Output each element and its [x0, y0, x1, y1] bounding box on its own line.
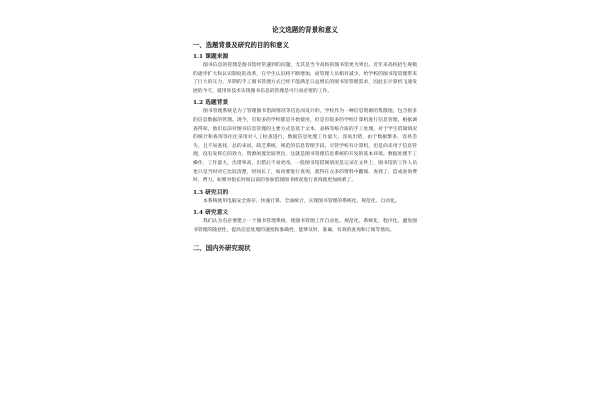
section-1-1-text: 图书信息的管理是图书馆经常遇到的问题，尤其是当今高校的图书馆更为突出。近年来高校招生规模的逐步扩大和认识制度的改革，在学生认识将不断增加，而管理人员相对减少。给学校的图书馆管理带来了巨大的压力，早期的手工图书管理方式已经不能满足日益增长的图书馆管理需求，因此在计算机飞速发展的今天，就用库技术实现图书信息的管理是可行而必要的工作。	[193, 63, 417, 94]
section-1-3-heading: 1.3 研究目的	[193, 189, 229, 196]
section-1-heading: 一、选题背景及研究的目的和意义	[193, 41, 289, 49]
section-1-2-heading: 1.2 选题背景	[193, 100, 229, 107]
section-1-4-text: 我们认为有必要建立一个图书管理系统，使图书管理工作自动化、规范化、系统化、程序化，避免图书管理的随意性，提高信息处理的速度和准确性，能够及时、准确、有效的查询和订阅等情况。	[193, 219, 417, 233]
section-2-heading: 二、国内外研究现状	[193, 243, 251, 252]
section-1-2-text: 图书管理系统是为了管理图书借阅情况等信息而设计的，学校作为一种信息资源的集散地，包含很多的信息数据的管理。现今，有很多的学校都是开始使用，但是有很多的学校计算机进行信息管理。根据调查得知，他们以前对图书信息管理的主要方式是基于文本、表格等纸介质的手工处理，对于学生借阅情况的统计和查询等往往采用对人工检查进行，数据信息处理工作量大，容易出错，由于数据繁多，容易丢失，且不易查找，总的来说，缺乏系统，规范的信息管理手段。尽管学校有计算机，但是尚未用于信息管理，没有发挥它的效力，资源闲置比较突出，这就是图书管理信息系统的开发的基本环境。数据处理手工操作，工作量大，出错率高，出错后不易更改。一般图书馆借阅情况是记录在文件上，图书馆的工作人员也只是当时对它比较清楚，时间长了，如再要进行查询，就得在众多的资料中翻阅、查找了，造成查询费时、费力。如要对很长时间以前的参加借阅图书情况进行查询就更加困难了。	[193, 109, 417, 184]
section-1-4-heading: 1.4 研究意义	[193, 210, 229, 217]
document-title: 论文选题的背景和意义	[272, 26, 338, 34]
document-page	[193, 26, 417, 396]
section-1-1-heading: 1.1 课题来源	[193, 54, 229, 60]
section-1-3-text: 本系统使用电脑安全保存、快速计算、全面统计，实现图书管理的系统化、规范化、自动化。	[203, 198, 400, 204]
